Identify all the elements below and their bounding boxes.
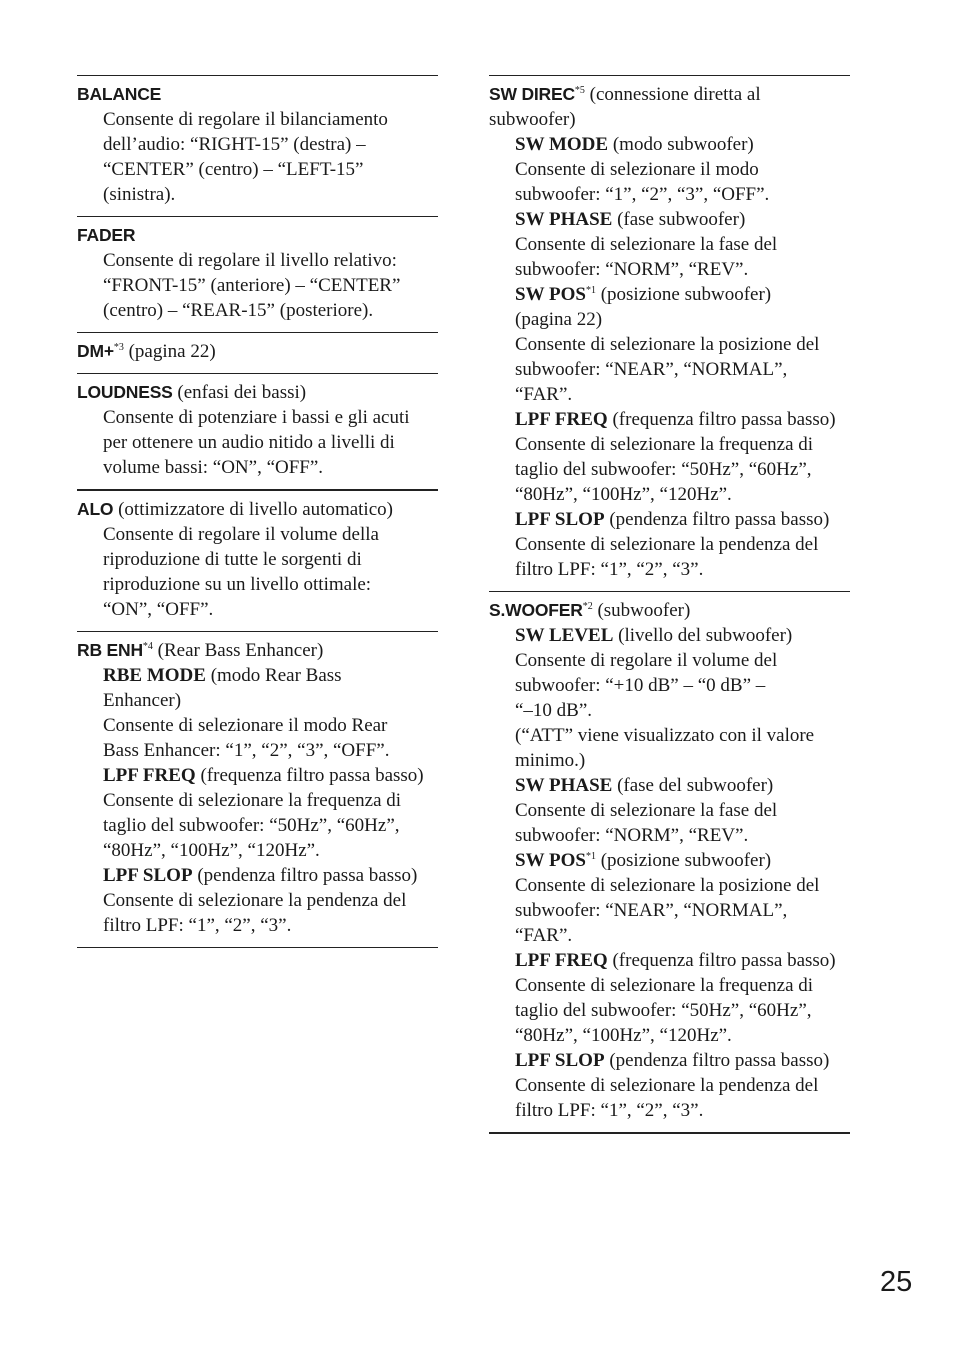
entry-name: SW DIREC: [489, 84, 575, 104]
desc-line: filtro LPF: “1”, “2”, “3”.: [515, 559, 704, 580]
desc-line: Enhancer): [103, 690, 182, 711]
desc-line: “FRONT-15” (anteriore) – “CENTER”: [103, 275, 401, 296]
desc-line: taglio del subwoofer: “50Hz”, “60Hz”,: [515, 1000, 812, 1021]
desc-line: filtro LPF: “1”, “2”, “3”.: [103, 915, 292, 936]
sub-desc: (frequenza filtro passa basso): [607, 409, 836, 430]
entry-heading: [489, 82, 850, 107]
desc-line: (pagina 22): [515, 309, 603, 330]
sub-name: LPF FREQ: [515, 950, 608, 971]
sub-name: SW POS: [515, 850, 586, 871]
desc-line: “80Hz”, “100Hz”, “120Hz”.: [515, 1025, 732, 1046]
desc-line: per ottenere un audio nitido a livelli di: [103, 432, 395, 453]
footnote-ref: *1: [585, 285, 596, 296]
entry-heading: [77, 82, 438, 107]
sub-heading: [489, 948, 850, 973]
desc-line: taglio del subwoofer: “50Hz”, “60Hz”,: [103, 815, 400, 836]
sub-heading: [489, 207, 850, 232]
desc-line: Consente di regolare il livello relativo:: [103, 250, 397, 271]
desc-line: (centro) – “REAR-15” (posteriore).: [103, 300, 374, 321]
desc-line: “80Hz”, “100Hz”, “120Hz”.: [515, 484, 732, 505]
desc-line: (“ATT” viene visualizzato con il valore: [515, 725, 815, 746]
sub-name: LPF SLOP: [103, 865, 193, 886]
footnote-ref: *2: [582, 601, 593, 612]
footnote-ref: *1: [585, 851, 596, 862]
sub-heading: [77, 663, 438, 688]
entry-heading: [77, 497, 438, 522]
sub-desc: (frequenza filtro passa basso): [607, 950, 836, 971]
desc-line: taglio del subwoofer: “50Hz”, “60Hz”,: [515, 459, 812, 480]
desc-line: (sinistra).: [103, 184, 176, 205]
entry-heading: [77, 339, 438, 364]
desc-line: “80Hz”, “100Hz”, “120Hz”.: [103, 840, 320, 861]
desc-line: Consente di regolare il volume della: [103, 524, 379, 545]
entry-dm-plus: [77, 332, 438, 373]
sub-name: RBE MODE: [103, 665, 206, 686]
desc-line: riproduzione di tutte le sorgenti di: [103, 549, 362, 570]
entry-name: LOUDNESS: [77, 382, 173, 402]
entry-name: S.WOOFER: [489, 600, 583, 620]
sub-desc: (posizione subwoofer): [595, 284, 772, 305]
entry-desc: (ottimizzatore di livello automatico): [113, 499, 393, 520]
desc-line: Consente di selezionare la pendenza del: [515, 1075, 819, 1096]
desc-line: Consente di selezionare la pendenza del: [515, 534, 819, 555]
desc-line: Consente di regolare il volume del: [515, 650, 778, 671]
sub-desc: (fase subwoofer): [612, 209, 746, 230]
sub-heading: [489, 623, 850, 648]
entry-balance: [77, 75, 438, 216]
right-column: [489, 75, 850, 1134]
sub-name: SW POS: [515, 284, 586, 305]
desc-line: “–10 dB”.: [515, 700, 593, 721]
sub-name: LPF SLOP: [515, 509, 605, 530]
desc-line: Consente di selezionare la frequenza di: [103, 790, 402, 811]
sub-name: SW MODE: [515, 134, 609, 155]
sub-heading: [489, 282, 850, 307]
sub-desc: (modo subwoofer): [608, 134, 754, 155]
desc-line: Consente di selezionare il modo: [515, 159, 759, 180]
entry-name: DM+: [77, 341, 114, 361]
sub-heading: [489, 773, 850, 798]
entry-name: BALANCE: [77, 84, 162, 104]
sub-heading: [489, 1048, 850, 1073]
desc-line: Consente di potenziare i bassi e gli acuti: [103, 407, 410, 428]
column-end-rule: [77, 947, 438, 948]
sub-name: LPF SLOP: [515, 1050, 605, 1071]
desc-line: Consente di selezionare la pendenza del: [103, 890, 407, 911]
sub-heading: [489, 507, 850, 532]
desc-line: Consente di selezionare la fase del: [515, 800, 778, 821]
left-column: [77, 75, 438, 948]
desc-line: subwoofer: “NEAR”, “NORMAL”,: [515, 900, 788, 921]
sub-desc: (frequenza filtro passa basso): [195, 765, 424, 786]
sub-desc: (fase del subwoofer): [612, 775, 774, 796]
desc-line: “FAR”.: [515, 384, 573, 405]
entry-name: RB ENH: [77, 640, 143, 660]
footnote-ref: *5: [574, 85, 585, 96]
desc-line: subwoofer: “1”, “2”, “3”, “OFF”.: [515, 184, 770, 205]
entry-s-woofer: [489, 591, 850, 1132]
sub-heading: [77, 863, 438, 888]
page-number: 25: [880, 1266, 913, 1298]
sub-desc: (pendenza filtro passa basso): [604, 509, 830, 530]
sub-name: SW PHASE: [515, 209, 613, 230]
column-end-rule: [489, 1132, 850, 1134]
entry-sw-direc: [489, 75, 850, 591]
entry-fader: [77, 216, 438, 332]
sub-name: SW LEVEL: [515, 625, 614, 646]
entry-name: FADER: [77, 225, 136, 245]
desc-line: volume bassi: “ON”, “OFF”.: [103, 457, 324, 478]
entry-desc: (enfasi dei bassi): [172, 382, 307, 403]
entry-desc: (pagina 22): [123, 341, 216, 362]
sub-desc: (posizione subwoofer): [595, 850, 772, 871]
desc-line: subwoofer: “NORM”, “REV”.: [515, 825, 749, 846]
entry-rb-enh: [77, 631, 438, 947]
desc-line: subwoofer: “+10 dB” – “0 dB” –: [515, 675, 766, 696]
entry-loudness: [77, 373, 438, 489]
desc-line: Consente di selezionare la posizione del: [515, 334, 820, 355]
desc-line: Consente di selezionare la fase del: [515, 234, 778, 255]
entry-heading: [77, 638, 438, 663]
desc-line: Consente di selezionare il modo Rear: [103, 715, 388, 736]
entry-heading: [77, 223, 438, 248]
desc-line: “FAR”.: [515, 925, 573, 946]
sub-desc: (pendenza filtro passa basso): [604, 1050, 830, 1071]
entry-name: ALO: [77, 499, 114, 519]
sub-heading: [489, 132, 850, 157]
desc-line: minimo.): [515, 750, 586, 771]
entry-desc: (subwoofer): [592, 600, 691, 621]
sub-name: LPF FREQ: [515, 409, 608, 430]
sub-desc: (modo Rear Bass: [205, 665, 342, 686]
footnote-ref: *3: [113, 342, 124, 353]
desc-line: Consente di selezionare la frequenza di: [515, 975, 814, 996]
sub-desc: (livello del subwoofer): [613, 625, 793, 646]
desc-line: “ON”, “OFF”.: [103, 599, 214, 620]
sub-desc: (pendenza filtro passa basso): [192, 865, 418, 886]
desc-line: Consente di selezionare la frequenza di: [515, 434, 814, 455]
desc-line: Consente di selezionare la posizione del: [515, 875, 820, 896]
sub-heading: [77, 763, 438, 788]
desc-line: “CENTER” (centro) – “LEFT-15”: [103, 159, 364, 180]
desc-line: Bass Enhancer: “1”, “2”, “3”, “OFF”.: [103, 740, 390, 761]
desc-line: filtro LPF: “1”, “2”, “3”.: [515, 1100, 704, 1121]
entry-alo: [77, 489, 438, 631]
desc-line: subwoofer: “NORM”, “REV”.: [515, 259, 749, 280]
entry-desc: (connessione diretta al: [584, 84, 761, 105]
entry-desc: (Rear Bass Enhancer): [152, 640, 324, 661]
sub-heading: [489, 407, 850, 432]
heading-line: subwoofer): [489, 109, 576, 130]
desc-line: subwoofer: “NEAR”, “NORMAL”,: [515, 359, 788, 380]
sub-name: LPF FREQ: [103, 765, 196, 786]
footnote-ref: *4: [142, 641, 153, 652]
desc-line: Consente di regolare il bilanciamento: [103, 109, 388, 130]
entry-heading: [489, 598, 850, 623]
sub-name: SW PHASE: [515, 775, 613, 796]
desc-line: riproduzione su un livello ottimale:: [103, 574, 372, 595]
entry-heading: [77, 380, 438, 405]
sub-heading: [489, 848, 850, 873]
desc-line: dell’audio: “RIGHT-15” (destra) –: [103, 134, 366, 155]
